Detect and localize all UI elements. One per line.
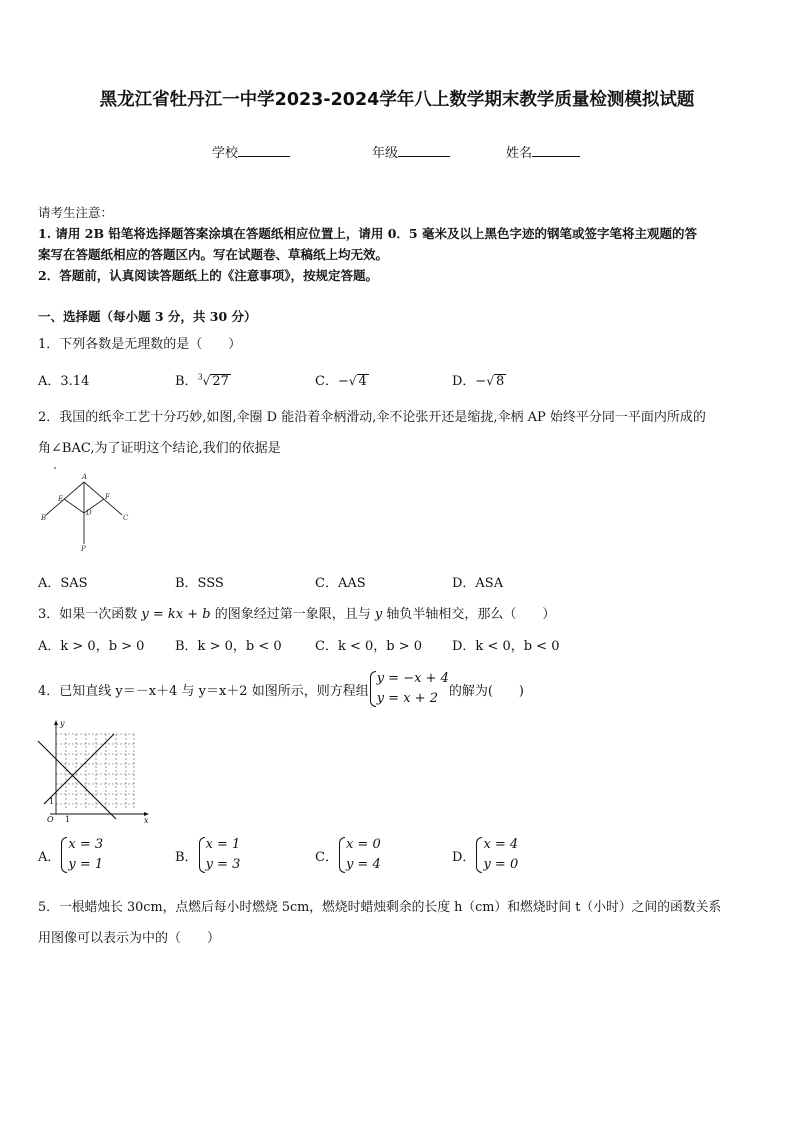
point-f-label: F	[105, 493, 110, 501]
point-p-label: P	[81, 545, 86, 553]
x-axis-label: x	[144, 816, 149, 825]
q2-option-a: A．SAS	[38, 576, 88, 591]
y-axis-label: y	[60, 719, 65, 728]
q3-option-d: D．k < 0，b < 0	[452, 639, 560, 654]
point-d-label: D	[86, 509, 92, 517]
page-title: 黑龙江省牡丹江一中学2023-2024学年八上数学期末教学质量检测模拟试题	[99, 90, 695, 110]
q2-option-b: B．SSS	[175, 576, 224, 591]
y-tick-1-label: 1	[49, 797, 55, 806]
q3-option-a: A．k > 0，b > 0	[38, 639, 145, 654]
name-label: 姓名	[506, 146, 533, 161]
q4-option-d: D． x = 4 y = 0	[452, 833, 518, 877]
notice-heading: 请考生注意：	[38, 205, 114, 220]
q3-option-b: B．k > 0，b < 0	[175, 639, 282, 654]
school-field	[212, 142, 290, 161]
q4-option-c: C． x = 0 y = 4	[315, 833, 381, 877]
grade-label: 年级	[372, 146, 399, 161]
umbrella-figure	[36, 462, 136, 554]
origin-label: O	[47, 815, 54, 824]
point-c-label: C	[123, 514, 129, 522]
q2-option-d: D．ASA	[452, 576, 504, 591]
q2-stem-line1: 2．我国的纸伞工艺十分巧妙,如图,伞圈 D 能沿着伞柄滑动,伞不论张开还是缩拢,伞柄 AP 始终平分同一平面内所成的	[38, 410, 706, 425]
point-b-label: B	[41, 514, 47, 522]
q4-graph	[34, 716, 154, 826]
q4-option-a: A． x = 3 y = 1	[38, 833, 103, 877]
grade-field	[372, 142, 450, 161]
q1-option-c: C．−√ 4	[315, 374, 367, 389]
q1-option-d: D．−√ 8	[452, 374, 505, 389]
q4-stem: 4．已知直线 y＝－x＋4 与 y＝x＋2 如图所示，则方程组 y = −x + 4 y = x + 2 的解为( )	[38, 668, 524, 710]
q2-option-c: C．AAS	[315, 576, 366, 591]
q2-stem-line2: 角∠BAC,为了证明这个结论,我们的依据是	[38, 441, 281, 456]
point-a-label: A	[82, 473, 88, 481]
notice-item-2: 2．答题前，认真阅读答题纸上的《注意事项》，按规定答题。	[38, 268, 378, 283]
q1-option-b: B．$^3$√ 27	[175, 372, 229, 389]
q5-stem-line1: 5．一根蜡烛长 30cm，点燃后每小时燃烧 5cm，燃烧时蜡烛剩余的长度 h（cm）和燃烧时间 t（小时）之间的函数关系	[38, 900, 722, 915]
q3-stem: 3．如果一次函数 y = kx + b 的图象经过第一象限，且与 y 轴负半轴相交，那么（ ）	[38, 607, 556, 622]
q1-option-a: A．3.14	[38, 374, 90, 389]
q5-stem-line2: 用图像可以表示为中的（ ）	[38, 931, 221, 946]
x-tick-1-label: 1	[65, 815, 71, 824]
notice-item-1b: 案写在答题纸相应的答题区内。写在试题卷、草稿纸上均无效。	[38, 247, 389, 262]
name-field	[506, 142, 580, 161]
q4-equation-system: y = −x + 4 y = x + 2	[369, 669, 449, 709]
point-e-label: E	[58, 495, 64, 503]
q4-option-b: B． x = 1 y = 3	[175, 833, 240, 877]
section-heading: 一、选择题（每小题 3 分，共 30 分）	[38, 309, 257, 324]
notice-item-1a: 1. 请用 2B 铅笔将选择题答案涂填在答题纸相应位置上，请用 0．5 毫米及以上黑色字迹的钢笔或签字笔将主观题的答	[38, 226, 697, 241]
q3-option-c: C．k < 0，b > 0	[315, 639, 423, 654]
school-label: 学校	[212, 146, 239, 161]
q1-stem: 1．下列各数是无理数的是（ ）	[38, 337, 242, 352]
